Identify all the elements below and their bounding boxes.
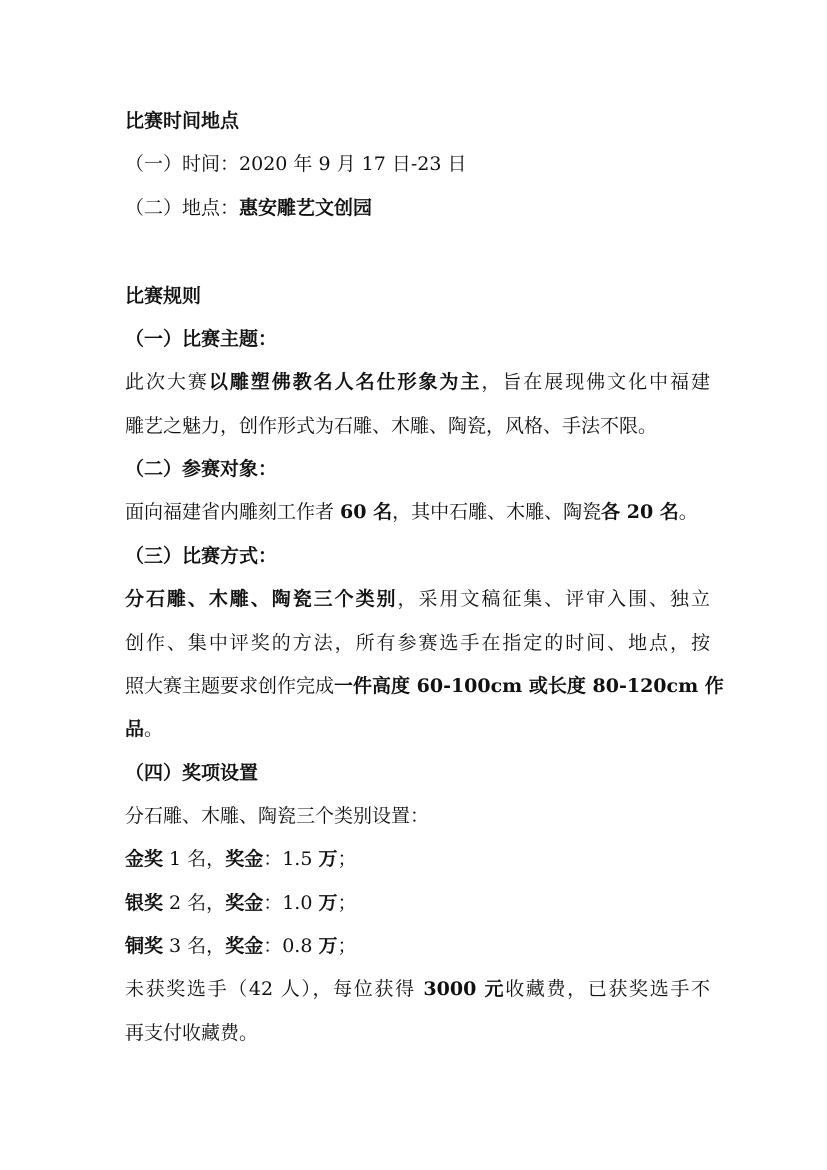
method-text: 。 — [144, 718, 164, 740]
heading-rules — [125, 283, 710, 309]
unawarded-line2 — [125, 1020, 710, 1046]
participants-line — [125, 499, 710, 525]
award-gold-label: 金奖 — [125, 848, 164, 870]
awards-intro — [125, 803, 710, 829]
award-gold-count: 1 名， — [163, 848, 226, 870]
time-label: （一）时间： — [125, 153, 240, 175]
place-value: 惠安雕艺文创园 — [239, 197, 373, 219]
participants-text: 。 — [678, 501, 698, 523]
method-size-spec: 品 — [125, 718, 145, 740]
heading-time-place-text: 比赛时间地点 — [125, 110, 240, 132]
participants-per-category: 各 20 名 — [601, 501, 679, 523]
award-silver-count: 2 名， — [163, 892, 226, 914]
heading-rules-text: 比赛规则 — [125, 285, 202, 307]
award-bronze-punct: ； — [337, 935, 357, 957]
theme-heading-text: （一）比赛主题： — [125, 328, 278, 350]
method-text: ，采用文稿征集、评审入围、独立 — [397, 588, 710, 610]
award-bronze-label: 铜奖 — [125, 935, 164, 957]
awards-heading — [125, 760, 710, 786]
theme-paragraph-line1 — [125, 369, 710, 395]
place-label: （二）地点： — [125, 197, 240, 219]
method-emphasis: 分石雕、木雕、陶瓷三个类别 — [125, 588, 398, 610]
award-silver-label: 银奖 — [125, 892, 164, 914]
method-paragraph-line1 — [125, 586, 710, 612]
unawarded-line1 — [125, 976, 710, 1002]
participants-count: 60 名 — [340, 501, 393, 523]
theme-paragraph-line2 — [125, 413, 710, 439]
participants-text: 面向福建省内雕刻工作者 — [125, 501, 341, 523]
theme-emphasis: 以雕塑佛教名人名仕形象为主 — [208, 371, 482, 393]
method-heading — [125, 543, 710, 569]
heading-time-place — [125, 108, 710, 134]
award-silver-prize-value: ：1.0 — [263, 892, 319, 914]
method-heading-text: （三）比赛方式： — [125, 545, 278, 567]
place-line — [125, 195, 710, 221]
participants-heading — [125, 456, 710, 482]
method-paragraph-line4 — [125, 716, 710, 742]
theme-text: 此次大赛 — [125, 371, 209, 393]
award-gold — [125, 846, 710, 872]
unawarded-fee: 3000 元 — [423, 978, 506, 1000]
participants-heading-text: （二）参赛对象： — [125, 458, 278, 480]
award-bronze-unit: 万 — [318, 935, 338, 957]
award-silver-punct: ； — [337, 892, 357, 914]
award-bronze-count: 3 名， — [163, 935, 226, 957]
method-paragraph-line2 — [125, 630, 710, 656]
award-gold-punct: ； — [337, 848, 357, 870]
theme-text: 雕艺之魅力，创作形式为石雕、木雕、陶瓷，风格、手法不限。 — [125, 415, 658, 437]
award-bronze — [125, 933, 710, 959]
theme-text: ，旨在展现佛文化中福建 — [481, 371, 710, 393]
award-bronze-prize-value: ：0.8 — [263, 935, 319, 957]
award-gold-prize-value: ：1.5 — [263, 848, 319, 870]
time-value: 2020 年 9 月 17 日-23 日 — [239, 153, 467, 175]
award-silver — [125, 890, 710, 916]
theme-heading — [125, 326, 710, 352]
unawarded-text: 再支付收藏费。 — [125, 1022, 259, 1044]
unawarded-text: 未获奖选手（42 人），每位获得 — [125, 978, 424, 1000]
awards-intro-text: 分石雕、木雕、陶瓷三个类别设置： — [125, 805, 430, 827]
method-text: 创作、集中评奖的方法，所有参赛选手在指定的时间、地点，按 — [125, 632, 710, 654]
award-bronze-prize-label: 奖金 — [225, 935, 264, 957]
award-silver-unit: 万 — [318, 892, 338, 914]
awards-heading-text: （四）奖项设置 — [125, 762, 259, 784]
award-gold-unit: 万 — [318, 848, 338, 870]
time-line — [125, 151, 710, 177]
unawarded-text: 收藏费，已获奖选手不 — [505, 978, 710, 1000]
participants-text: ，其中石雕、木雕、陶瓷 — [392, 501, 602, 523]
method-size-spec: 一件高度 60-100cm 或长度 80-120cm 作 — [334, 675, 724, 697]
award-gold-prize-label: 奖金 — [225, 848, 264, 870]
award-silver-prize-label: 奖金 — [225, 892, 264, 914]
method-text: 照大赛主题要求创作完成 — [125, 675, 335, 697]
method-paragraph-line3 — [125, 673, 724, 699]
